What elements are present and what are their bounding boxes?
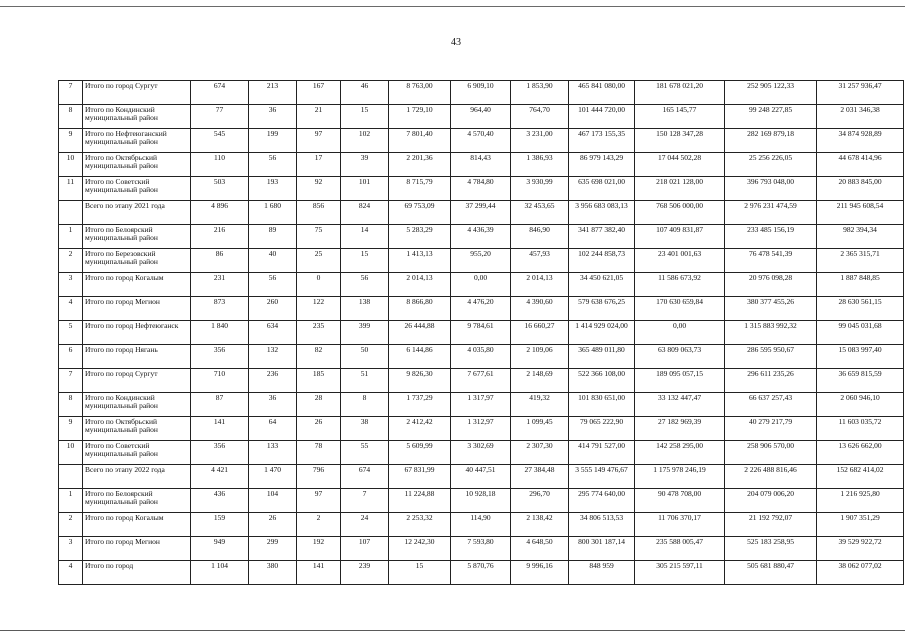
cost-total-cell: 1 414 929 024,00 <box>569 321 635 345</box>
value-cell: 97 <box>297 129 341 153</box>
cost-cell: 36 659 815,59 <box>817 369 904 393</box>
cost-cell: 31 257 936,47 <box>817 81 904 105</box>
table-row <box>59 129 904 153</box>
value-cell: 0 <box>297 273 341 297</box>
area-total-cell: 2 412,42 <box>389 417 451 441</box>
cost-cell: 150 128 347,28 <box>635 129 725 153</box>
value-cell: 14 <box>341 225 389 249</box>
scan-edge-bottom <box>0 630 905 631</box>
cost-cell: 525 183 258,95 <box>725 537 817 561</box>
area-total-cell: 12 242,30 <box>389 537 451 561</box>
value-cell: 193 <box>249 177 297 201</box>
municipality-name-cell: Итого по Октябрьский муниципальный район <box>83 417 191 441</box>
value-cell: 15 <box>341 249 389 273</box>
value-cell: 17 <box>297 153 341 177</box>
area-total-cell: 26 444,88 <box>389 321 451 345</box>
municipality-name-cell: Всего по этапу 2022 года <box>83 465 191 489</box>
value-cell: 955,20 <box>451 249 511 273</box>
value-cell: 1 840 <box>191 321 249 345</box>
value-cell: 873 <box>191 297 249 321</box>
table-row <box>59 393 904 417</box>
value-cell: 6 909,10 <box>451 81 511 105</box>
row-number-cell: 10 <box>59 153 83 177</box>
cost-cell: 142 258 295,00 <box>635 441 725 465</box>
value-cell: 28 <box>297 393 341 417</box>
value-cell: 86 <box>191 249 249 273</box>
cost-cell: 982 394,34 <box>817 225 904 249</box>
area-total-cell: 67 831,99 <box>389 465 451 489</box>
value-cell: 122 <box>297 297 341 321</box>
cost-cell: 11 603 035,72 <box>817 417 904 441</box>
cost-cell: 286 595 950,67 <box>725 345 817 369</box>
value-cell: 299 <box>249 537 297 561</box>
table-row <box>59 561 904 585</box>
cost-cell: 165 145,77 <box>635 105 725 129</box>
table-row <box>59 81 904 105</box>
cost-cell: 204 079 006,20 <box>725 489 817 513</box>
area-total-cell: 1 737,29 <box>389 393 451 417</box>
cost-cell: 44 678 414,96 <box>817 153 904 177</box>
table-row <box>59 513 904 537</box>
area-total-cell: 6 144,86 <box>389 345 451 369</box>
municipality-name-cell: Итого по Белоярский муниципальный район <box>83 489 191 513</box>
value-cell: 0,00 <box>451 273 511 297</box>
value-cell: 75 <box>297 225 341 249</box>
value-cell: 2 148,69 <box>511 369 569 393</box>
value-cell: 3 930,99 <box>511 177 569 201</box>
cost-cell: 38 062 077,02 <box>817 561 904 585</box>
table-row <box>59 249 904 273</box>
cost-cell: 235 588 005,47 <box>635 537 725 561</box>
value-cell: 764,70 <box>511 105 569 129</box>
area-total-cell: 5 283,29 <box>389 225 451 249</box>
value-cell: 21 <box>297 105 341 129</box>
cost-cell: 233 485 156,19 <box>725 225 817 249</box>
table-row <box>59 417 904 441</box>
cost-total-cell: 848 959 <box>569 561 635 585</box>
table-row <box>59 177 904 201</box>
cost-cell: 99 248 227,85 <box>725 105 817 129</box>
cost-total-cell: 635 698 021,00 <box>569 177 635 201</box>
municipality-name-cell: Итого по город Сургут <box>83 81 191 105</box>
value-cell: 1 386,93 <box>511 153 569 177</box>
row-number-cell: 11 <box>59 177 83 201</box>
value-cell: 949 <box>191 537 249 561</box>
cost-total-cell: 800 301 187,14 <box>569 537 635 561</box>
value-cell: 3 231,00 <box>511 129 569 153</box>
row-number-cell: 5 <box>59 321 83 345</box>
value-cell: 356 <box>191 441 249 465</box>
cost-cell: 2 365 315,71 <box>817 249 904 273</box>
row-number-cell: 4 <box>59 561 83 585</box>
value-cell: 2 307,30 <box>511 441 569 465</box>
value-cell: 824 <box>341 201 389 225</box>
value-cell: 64 <box>249 417 297 441</box>
cost-cell: 296 611 235,26 <box>725 369 817 393</box>
table-row <box>59 537 904 561</box>
cost-cell: 107 409 831,87 <box>635 225 725 249</box>
scan-edge-top <box>0 6 905 7</box>
row-number-cell: 3 <box>59 273 83 297</box>
value-cell: 1 853,90 <box>511 81 569 105</box>
row-number-cell <box>59 201 83 225</box>
cost-cell: 2 226 488 816,46 <box>725 465 817 489</box>
municipality-name-cell: Итого по город Сургут <box>83 369 191 393</box>
value-cell: 78 <box>297 441 341 465</box>
cost-cell: 21 192 792,07 <box>725 513 817 537</box>
value-cell: 4 896 <box>191 201 249 225</box>
cost-total-cell: 579 638 676,25 <box>569 297 635 321</box>
value-cell: 56 <box>249 153 297 177</box>
row-number-cell: 7 <box>59 369 83 393</box>
cost-cell: 1 887 848,85 <box>817 273 904 297</box>
row-number-cell: 7 <box>59 81 83 105</box>
cost-cell: 25 256 226,05 <box>725 153 817 177</box>
value-cell: 2 109,06 <box>511 345 569 369</box>
value-cell: 50 <box>341 345 389 369</box>
value-cell: 216 <box>191 225 249 249</box>
value-cell: 457,93 <box>511 249 569 273</box>
cost-cell: 11 706 370,17 <box>635 513 725 537</box>
area-total-cell: 7 801,40 <box>389 129 451 153</box>
value-cell: 674 <box>191 81 249 105</box>
cost-cell: 1 175 978 246,19 <box>635 465 725 489</box>
cost-total-cell: 3 956 683 083,13 <box>569 201 635 225</box>
municipality-name-cell: Итого по Кондинский муниципальный район <box>83 105 191 129</box>
value-cell: 192 <box>297 537 341 561</box>
cost-cell: 66 637 257,43 <box>725 393 817 417</box>
row-number-cell: 1 <box>59 489 83 513</box>
value-cell: 110 <box>191 153 249 177</box>
value-cell: 141 <box>297 561 341 585</box>
table-row <box>59 105 904 129</box>
value-cell: 7 677,61 <box>451 369 511 393</box>
municipality-name-cell: Итого по город <box>83 561 191 585</box>
value-cell: 503 <box>191 177 249 201</box>
cost-cell: 40 279 217,79 <box>725 417 817 441</box>
cost-cell: 76 478 541,39 <box>725 249 817 273</box>
area-total-cell: 2 014,13 <box>389 273 451 297</box>
value-cell: 102 <box>341 129 389 153</box>
value-cell: 2 138,42 <box>511 513 569 537</box>
area-total-cell: 11 224,88 <box>389 489 451 513</box>
cost-cell: 396 793 048,00 <box>725 177 817 201</box>
value-cell: 1 680 <box>249 201 297 225</box>
value-cell: 92 <box>297 177 341 201</box>
value-cell: 8 <box>341 393 389 417</box>
cost-cell: 20 976 098,28 <box>725 273 817 297</box>
value-cell: 15 <box>341 105 389 129</box>
municipality-name-cell: Итого по город Когалым <box>83 513 191 537</box>
cost-cell: 11 586 673,92 <box>635 273 725 297</box>
municipality-name-cell: Итого по Октябрьский муниципальный район <box>83 153 191 177</box>
cost-cell: 1 315 883 992,32 <box>725 321 817 345</box>
value-cell: 37 299,44 <box>451 201 511 225</box>
value-cell: 40 447,51 <box>451 465 511 489</box>
cost-cell: 20 883 845,00 <box>817 177 904 201</box>
area-total-cell: 9 826,30 <box>389 369 451 393</box>
value-cell: 634 <box>249 321 297 345</box>
value-cell: 4 784,80 <box>451 177 511 201</box>
value-cell: 55 <box>341 441 389 465</box>
value-cell: 159 <box>191 513 249 537</box>
value-cell: 25 <box>297 249 341 273</box>
table-row <box>59 273 904 297</box>
row-number-cell: 6 <box>59 345 83 369</box>
area-total-cell: 2 201,36 <box>389 153 451 177</box>
value-cell: 213 <box>249 81 297 105</box>
area-total-cell: 8 763,00 <box>389 81 451 105</box>
value-cell: 104 <box>249 489 297 513</box>
cost-cell: 252 905 122,33 <box>725 81 817 105</box>
cost-cell: 768 506 000,00 <box>635 201 725 225</box>
municipality-name-cell: Итого по Кондинский муниципальный район <box>83 393 191 417</box>
value-cell: 89 <box>249 225 297 249</box>
cost-total-cell: 102 244 858,73 <box>569 249 635 273</box>
value-cell: 9 784,61 <box>451 321 511 345</box>
area-total-cell: 5 609,99 <box>389 441 451 465</box>
value-cell: 56 <box>341 273 389 297</box>
cost-cell: 0,00 <box>635 321 725 345</box>
area-total-cell: 15 <box>389 561 451 585</box>
row-number-cell: 2 <box>59 249 83 273</box>
value-cell: 26 <box>297 417 341 441</box>
cost-total-cell: 86 979 143,29 <box>569 153 635 177</box>
cost-cell: 27 182 969,39 <box>635 417 725 441</box>
municipality-name-cell: Итого по Нефтеюганский муниципальный район <box>83 129 191 153</box>
value-cell: 101 <box>341 177 389 201</box>
cost-cell: 152 682 414,02 <box>817 465 904 489</box>
value-cell: 1 104 <box>191 561 249 585</box>
municipality-name-cell: Итого по Советский муниципальный район <box>83 177 191 201</box>
value-cell: 46 <box>341 81 389 105</box>
cost-cell: 2 060 946,10 <box>817 393 904 417</box>
value-cell: 141 <box>191 417 249 441</box>
value-cell: 4 390,60 <box>511 297 569 321</box>
value-cell: 5 870,76 <box>451 561 511 585</box>
area-total-cell: 1 729,10 <box>389 105 451 129</box>
municipality-name-cell: Итого по город Когалым <box>83 273 191 297</box>
cost-total-cell: 34 450 621,05 <box>569 273 635 297</box>
cost-cell: 218 021 128,00 <box>635 177 725 201</box>
value-cell: 964,40 <box>451 105 511 129</box>
value-cell: 107 <box>341 537 389 561</box>
value-cell: 27 384,48 <box>511 465 569 489</box>
value-cell: 97 <box>297 489 341 513</box>
cost-total-cell: 465 841 080,00 <box>569 81 635 105</box>
value-cell: 26 <box>249 513 297 537</box>
value-cell: 36 <box>249 105 297 129</box>
table-row <box>59 345 904 369</box>
cost-cell: 23 401 001,63 <box>635 249 725 273</box>
cost-cell: 39 529 922,72 <box>817 537 904 561</box>
value-cell: 82 <box>297 345 341 369</box>
municipality-name-cell: Итого по город Мегион <box>83 537 191 561</box>
value-cell: 1 470 <box>249 465 297 489</box>
row-number-cell: 9 <box>59 417 83 441</box>
value-cell: 40 <box>249 249 297 273</box>
cost-total-cell: 365 489 011,80 <box>569 345 635 369</box>
table-row <box>59 297 904 321</box>
cost-cell: 2 031 346,38 <box>817 105 904 129</box>
row-number-cell: 2 <box>59 513 83 537</box>
value-cell: 399 <box>341 321 389 345</box>
value-cell: 10 928,18 <box>451 489 511 513</box>
value-cell: 239 <box>341 561 389 585</box>
value-cell: 4 476,20 <box>451 297 511 321</box>
municipality-name-cell: Всего по этапу 2021 года <box>83 201 191 225</box>
value-cell: 356 <box>191 345 249 369</box>
value-cell: 4 648,50 <box>511 537 569 561</box>
table-row <box>59 225 904 249</box>
value-cell: 36 <box>249 393 297 417</box>
cost-cell: 2 976 231 474,59 <box>725 201 817 225</box>
value-cell: 39 <box>341 153 389 177</box>
area-total-cell: 1 413,13 <box>389 249 451 273</box>
value-cell: 16 660,27 <box>511 321 569 345</box>
municipality-name-cell: Итого по город Нефтеюганск <box>83 321 191 345</box>
page-number: 43 <box>451 37 461 48</box>
value-cell: 2 014,13 <box>511 273 569 297</box>
value-cell: 185 <box>297 369 341 393</box>
cost-cell: 211 945 608,54 <box>817 201 904 225</box>
cost-cell: 305 215 597,11 <box>635 561 725 585</box>
area-total-cell: 8 715,79 <box>389 177 451 201</box>
cost-total-cell: 79 065 222,90 <box>569 417 635 441</box>
value-cell: 4 035,80 <box>451 345 511 369</box>
value-cell: 545 <box>191 129 249 153</box>
value-cell: 4 570,40 <box>451 129 511 153</box>
table-row <box>59 321 904 345</box>
row-number-cell: 3 <box>59 537 83 561</box>
municipality-name-cell: Итого по город Нягань <box>83 345 191 369</box>
value-cell: 856 <box>297 201 341 225</box>
cost-cell: 15 083 997,40 <box>817 345 904 369</box>
municipality-name-cell: Итого по Советский муниципальный район <box>83 441 191 465</box>
cost-cell: 181 678 021,20 <box>635 81 725 105</box>
value-cell: 296,70 <box>511 489 569 513</box>
value-cell: 260 <box>249 297 297 321</box>
value-cell: 7 <box>341 489 389 513</box>
cost-cell: 33 132 447,47 <box>635 393 725 417</box>
cost-total-cell: 467 173 155,35 <box>569 129 635 153</box>
cost-cell: 282 169 879,18 <box>725 129 817 153</box>
value-cell: 436 <box>191 489 249 513</box>
stage-total-row <box>59 465 904 489</box>
row-number-cell: 10 <box>59 441 83 465</box>
value-cell: 235 <box>297 321 341 345</box>
value-cell: 138 <box>341 297 389 321</box>
data-table <box>58 80 904 585</box>
row-number-cell: 9 <box>59 129 83 153</box>
municipality-name-cell: Итого по Березовский муниципальный район <box>83 249 191 273</box>
value-cell: 4 436,39 <box>451 225 511 249</box>
value-cell: 4 421 <box>191 465 249 489</box>
value-cell: 814,43 <box>451 153 511 177</box>
table-row <box>59 489 904 513</box>
row-number-cell: 8 <box>59 393 83 417</box>
cost-total-cell: 101 830 651,00 <box>569 393 635 417</box>
cost-cell: 380 377 455,26 <box>725 297 817 321</box>
area-total-cell: 69 753,09 <box>389 201 451 225</box>
value-cell: 1 317,97 <box>451 393 511 417</box>
value-cell: 32 453,65 <box>511 201 569 225</box>
row-number-cell <box>59 465 83 489</box>
value-cell: 38 <box>341 417 389 441</box>
cost-total-cell: 414 791 527,00 <box>569 441 635 465</box>
value-cell: 1 312,97 <box>451 417 511 441</box>
table-row <box>59 441 904 465</box>
municipality-name-cell: Итого по Белоярский муниципальный район <box>83 225 191 249</box>
cost-total-cell: 341 877 382,40 <box>569 225 635 249</box>
row-number-cell: 8 <box>59 105 83 129</box>
value-cell: 199 <box>249 129 297 153</box>
value-cell: 236 <box>249 369 297 393</box>
cost-cell: 1 907 351,29 <box>817 513 904 537</box>
cost-total-cell: 522 366 108,00 <box>569 369 635 393</box>
cost-cell: 34 874 928,89 <box>817 129 904 153</box>
value-cell: 846,90 <box>511 225 569 249</box>
value-cell: 51 <box>341 369 389 393</box>
cost-cell: 99 045 031,68 <box>817 321 904 345</box>
value-cell: 56 <box>249 273 297 297</box>
value-cell: 132 <box>249 345 297 369</box>
value-cell: 380 <box>249 561 297 585</box>
cost-total-cell: 101 444 720,00 <box>569 105 635 129</box>
value-cell: 167 <box>297 81 341 105</box>
value-cell: 674 <box>341 465 389 489</box>
value-cell: 2 <box>297 513 341 537</box>
cost-total-cell: 295 774 640,00 <box>569 489 635 513</box>
value-cell: 796 <box>297 465 341 489</box>
row-number-cell: 1 <box>59 225 83 249</box>
cost-cell: 63 809 063,73 <box>635 345 725 369</box>
cost-cell: 1 216 925,80 <box>817 489 904 513</box>
value-cell: 231 <box>191 273 249 297</box>
value-cell: 1 099,45 <box>511 417 569 441</box>
row-number-cell: 4 <box>59 297 83 321</box>
value-cell: 3 302,69 <box>451 441 511 465</box>
value-cell: 24 <box>341 513 389 537</box>
value-cell: 87 <box>191 393 249 417</box>
cost-total-cell: 3 555 149 476,67 <box>569 465 635 489</box>
area-total-cell: 2 253,32 <box>389 513 451 537</box>
value-cell: 133 <box>249 441 297 465</box>
cost-cell: 505 681 880,47 <box>725 561 817 585</box>
value-cell: 710 <box>191 369 249 393</box>
cost-cell: 189 095 057,15 <box>635 369 725 393</box>
table-row <box>59 369 904 393</box>
value-cell: 9 996,16 <box>511 561 569 585</box>
cost-cell: 17 044 502,28 <box>635 153 725 177</box>
value-cell: 114,90 <box>451 513 511 537</box>
cost-cell: 170 630 659,84 <box>635 297 725 321</box>
value-cell: 419,32 <box>511 393 569 417</box>
cost-total-cell: 34 806 513,53 <box>569 513 635 537</box>
cost-cell: 258 906 570,00 <box>725 441 817 465</box>
area-total-cell: 8 866,80 <box>389 297 451 321</box>
value-cell: 7 593,80 <box>451 537 511 561</box>
cost-cell: 13 626 662,00 <box>817 441 904 465</box>
cost-cell: 28 630 561,15 <box>817 297 904 321</box>
value-cell: 77 <box>191 105 249 129</box>
stage-total-row <box>59 201 904 225</box>
municipality-name-cell: Итого по город Мегион <box>83 297 191 321</box>
table-body <box>59 81 904 585</box>
table-row <box>59 153 904 177</box>
cost-cell: 90 478 708,00 <box>635 489 725 513</box>
